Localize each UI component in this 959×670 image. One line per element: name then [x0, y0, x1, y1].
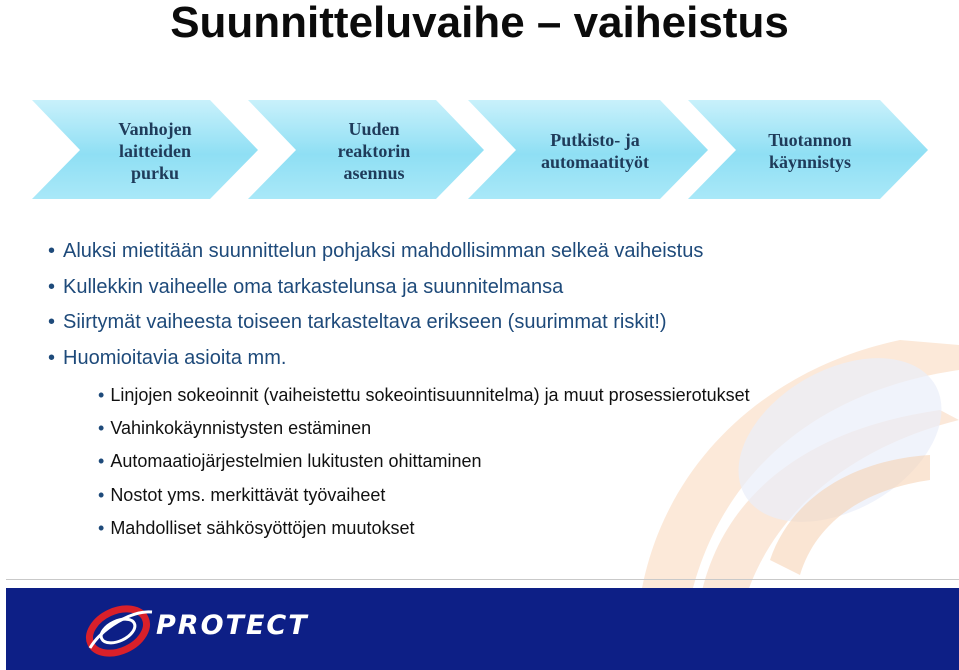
- process-step-3-label: Putkisto- ja automaatityöt: [541, 130, 649, 172]
- logo-wordmark: PROTECT: [156, 610, 309, 641]
- sub-bullet-item: • Mahdolliset sähkösyöttöjen muutokset: [98, 513, 918, 546]
- process-step-2-label: Uuden reaktorin asennus: [337, 119, 411, 183]
- process-step-1-label: Vanhojen laitteiden purku: [118, 119, 192, 183]
- process-step-4-label: Tuotannon käynnistys: [768, 130, 852, 172]
- sub-bullet-item: • Nostot yms. merkittävät työvaiheet: [98, 480, 918, 513]
- bullet-list: [48, 236, 928, 378]
- page-title: Suunnitteluvaihe – vaiheistus: [170, 0, 789, 47]
- bullet-item: • Huomioitavia asioita mm.: [48, 343, 928, 379]
- bullet-item: • Siirtymät vaiheesta toiseen tarkasteltava erikseen (suurimmat riskit!): [48, 307, 928, 343]
- bullet-item: • Kullekkin vaiheelle oma tarkastelunsa ja suunnitelmansa: [48, 272, 928, 308]
- bullet-item: • Aluksi mietitään suunnittelun pohjaksi mahdollisimman selkeä vaiheistus: [48, 236, 928, 272]
- sub-bullet-item: • Vahinkokäynnistysten estäminen: [98, 413, 918, 446]
- sub-bullet-item: • Linjojen sokeoinnit (vaiheistettu sokeointisuunnitelma) ja muut prosessierotukset: [98, 380, 918, 413]
- footer-divider: [6, 579, 959, 580]
- sub-bullet-list: [98, 380, 918, 546]
- sub-bullet-item: • Automaatiojärjestelmien lukitusten ohittaminen: [98, 446, 918, 479]
